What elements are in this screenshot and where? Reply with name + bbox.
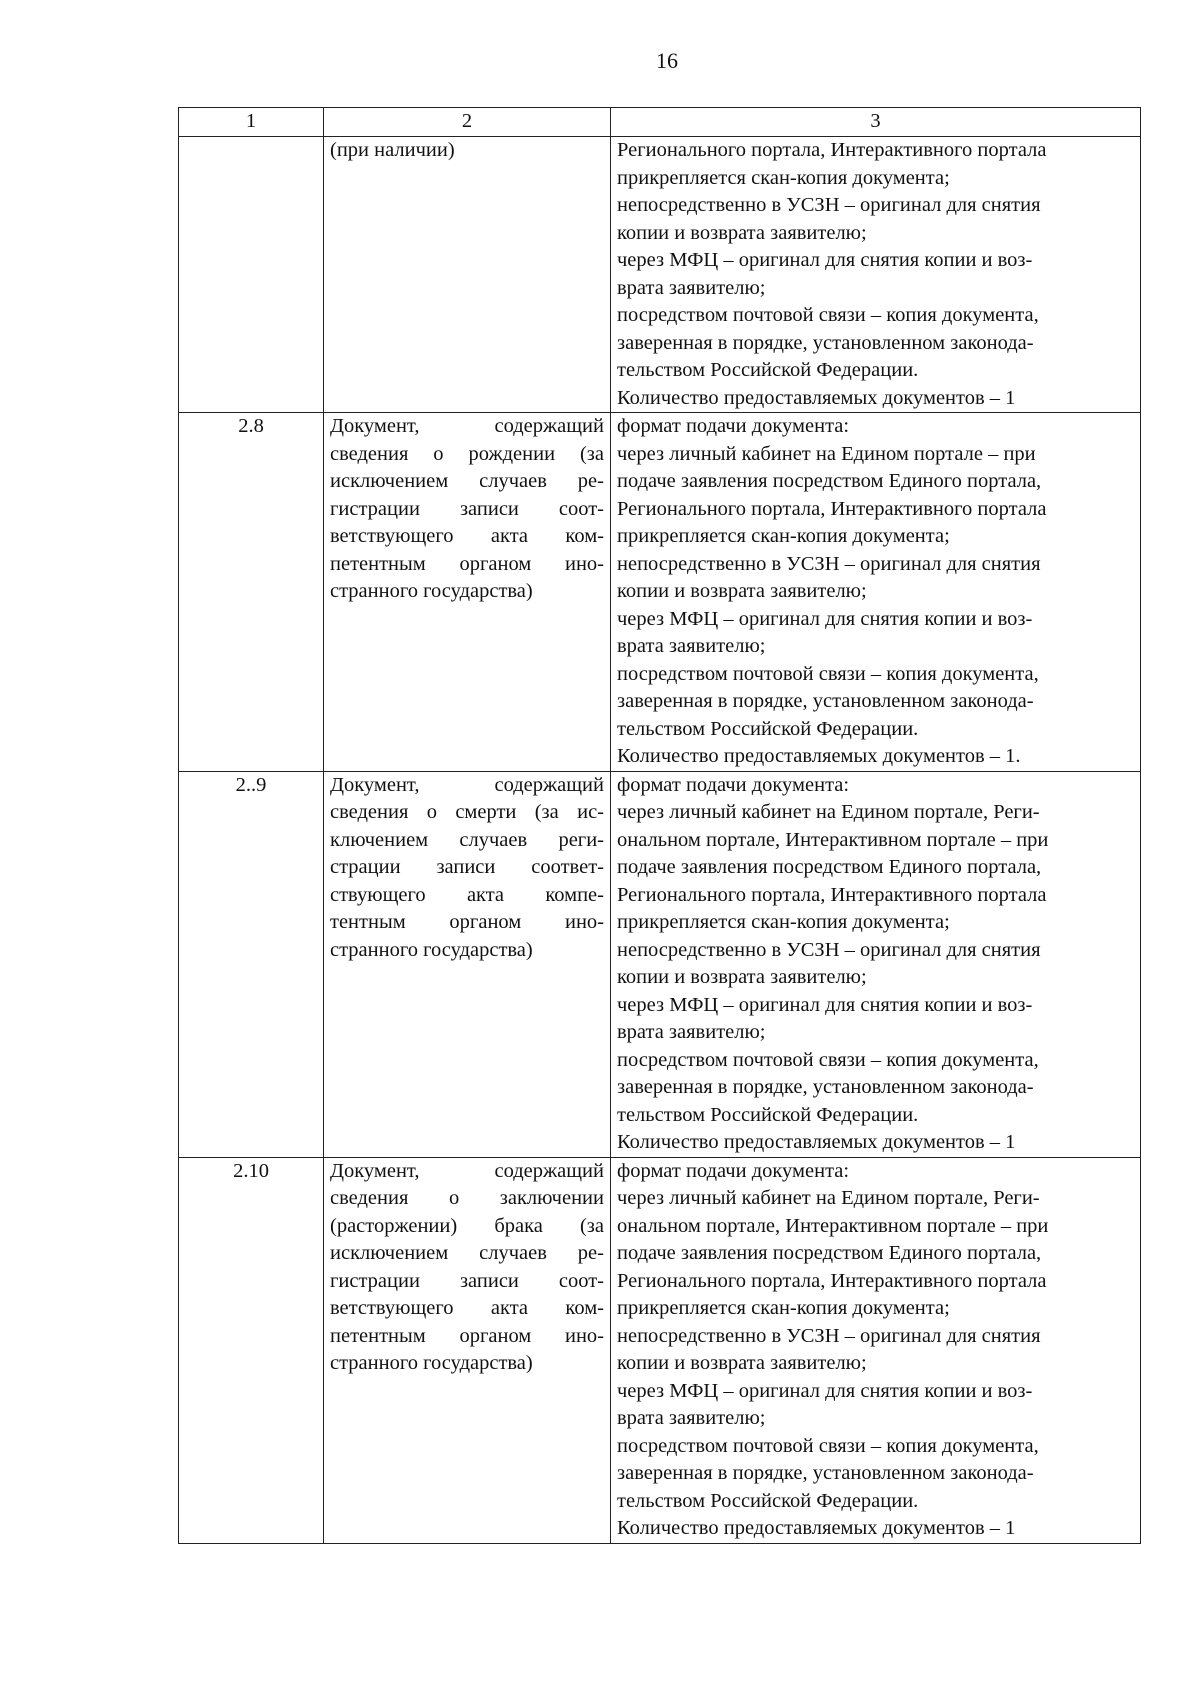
submission-method-line: подаче заявления посредством Единого портала,: [617, 856, 1042, 878]
document-name-line: (при наличии): [330, 139, 455, 161]
submission-method-line: Регионального портала, Интерактивного портала: [617, 497, 1047, 520]
submission-method-line: копии и возврата заявителю;: [617, 1352, 867, 1374]
submission-method-line: через личный кабинет на Едином портале – при: [617, 442, 1036, 465]
submission-method-line: заверенная в порядке, установленном законода-: [617, 690, 1034, 712]
row-number: 2.8: [179, 413, 324, 772]
submission-method-line: врата заявителю;: [617, 1021, 766, 1043]
submission-method-line: непосредственно в УСЗН – оригинал для снятия: [617, 194, 1041, 216]
table-row: [179, 771, 1141, 1157]
submission-method-line: тельством Российской Федерации.: [617, 1103, 919, 1126]
submission-method-line: Регионального портала, Интерактивного портала: [617, 1269, 1047, 1292]
submission-method-line: заверенная в порядке, установленном законода-: [617, 331, 1034, 354]
column-header-3: 3: [611, 108, 1141, 137]
submission-method-line: ональном портале, Интерактивном портале – при: [617, 1214, 1049, 1237]
submission-method-line: посредством почтовой связи – копия документа,: [617, 662, 1039, 685]
submission-method-line: тельством Российской Федерации.: [617, 717, 919, 740]
document-name-line: Документ, содержащий: [330, 415, 604, 437]
submission-method-line: через МФЦ – оригинал для снятия копии и воз-: [617, 607, 1033, 630]
submission-method-line: посредством почтовой связи – копия документа,: [617, 1048, 1039, 1071]
document-name-line: сведения о рождении (за: [330, 442, 604, 465]
table-row: [179, 413, 1141, 772]
document-name-line: странного государства): [330, 938, 533, 961]
document-name-line: исключением случаев ре-: [330, 1242, 604, 1264]
row-number: [179, 137, 324, 413]
document-name-line: сведения о заключении: [330, 1187, 604, 1209]
submission-method-line: через МФЦ – оригинал для снятия копии и воз-: [617, 1379, 1033, 1402]
document-name-line: исключением случаев ре-: [330, 470, 604, 492]
page-number: 16: [656, 48, 678, 73]
document-name-cell: [324, 1157, 611, 1543]
submission-method-cell: [611, 413, 1141, 772]
submission-method-line: врата заявителю;: [617, 276, 766, 299]
submission-method-line: копии и возврата заявителю;: [617, 221, 867, 244]
submission-method-line: прикрепляется скан-копия документа;: [617, 525, 950, 547]
document-name-line: ствующего акта компе-: [330, 883, 604, 906]
documents-table: [178, 107, 1141, 1544]
document-name-cell: [324, 413, 611, 772]
submission-method-line: тельством Российской Федерации.: [617, 359, 919, 381]
submission-method-line: формат подачи документа:: [617, 773, 850, 796]
submission-method-line: непосредственно в УСЗН – оригинал для снятия: [617, 1324, 1041, 1347]
document-name-line: тентным органом ино-: [330, 911, 604, 933]
submission-method-line: Количество предоставляемых документов – 1: [617, 1517, 1016, 1539]
document-name-line: ключением случаев реги-: [330, 828, 604, 851]
submission-method-line: Количество предоставляемых документов – 1: [617, 386, 1016, 409]
submission-method-line: врата заявителю;: [617, 1407, 766, 1429]
document-name-line: гистрации записи соот-: [330, 1269, 604, 1292]
submission-method-line: формат подачи документа:: [617, 1159, 850, 1182]
submission-method-line: Количество предоставляемых документов – 1: [617, 1131, 1016, 1153]
submission-method-line: Регионального портала, Интерактивного портала: [617, 883, 1047, 906]
submission-method-line: через личный кабинет на Едином портале, Реги-: [617, 801, 1040, 823]
table-header-row: [179, 108, 1141, 137]
document-name-line: ветствующего акта ком-: [330, 1297, 604, 1319]
document-name-cell: [324, 137, 611, 413]
submission-method-line: через личный кабинет на Едином портале, Реги-: [617, 1187, 1040, 1209]
submission-method-line: ональном портале, Интерактивном портале – при: [617, 828, 1049, 851]
submission-method-line: непосредственно в УСЗН – оригинал для снятия: [617, 938, 1041, 961]
document-name-line: странного государства): [330, 1352, 533, 1374]
document-name-line: Документ, содержащий: [330, 773, 604, 796]
column-header-2: 2: [324, 108, 611, 137]
submission-method-line: врата заявителю;: [617, 635, 766, 657]
submission-method-line: прикрепляется скан-копия документа;: [617, 166, 950, 189]
submission-method-line: Регионального портала, Интерактивного портала: [617, 139, 1047, 161]
submission-method-line: посредством почтовой связи – копия документа,: [617, 304, 1039, 326]
document-name-line: ветствующего акта ком-: [330, 525, 604, 547]
submission-method-line: прикрепляется скан-копия документа;: [617, 911, 950, 933]
document-name-line: странного государства): [330, 580, 533, 602]
document-name-line: (расторжении) брака (за: [330, 1214, 604, 1237]
submission-method-line: копии и возврата заявителю;: [617, 580, 867, 602]
submission-method-line: через МФЦ – оригинал для снятия копии и воз-: [617, 249, 1033, 271]
submission-method-line: подаче заявления посредством Единого портала,: [617, 1242, 1042, 1264]
submission-method-cell: [611, 1157, 1141, 1543]
column-header-1: 1: [179, 108, 324, 137]
document-name-line: петентным органом ино-: [330, 552, 604, 575]
document-name-line: гистрации записи соот-: [330, 497, 604, 520]
document-name-line: сведения о смерти (за ис-: [330, 801, 604, 823]
document-name-line: страции записи соответ-: [330, 856, 604, 878]
submission-method-line: тельством Российской Федерации.: [617, 1489, 919, 1512]
table-row: [179, 1157, 1141, 1543]
submission-method-cell: [611, 771, 1141, 1157]
table-row: [179, 137, 1141, 413]
submission-method-line: формат подачи документа:: [617, 415, 850, 437]
submission-method-line: непосредственно в УСЗН – оригинал для снятия: [617, 552, 1041, 575]
document-name-line: петентным органом ино-: [330, 1324, 604, 1347]
submission-method-line: копии и возврата заявителю;: [617, 966, 867, 988]
submission-method-line: прикрепляется скан-копия документа;: [617, 1297, 950, 1319]
submission-method-line: заверенная в порядке, установленном законода-: [617, 1462, 1034, 1484]
document-name-cell: [324, 771, 611, 1157]
document-name-line: Документ, содержащий: [330, 1159, 604, 1182]
row-number: 2.10: [179, 1157, 324, 1543]
submission-method-line: через МФЦ – оригинал для снятия копии и воз-: [617, 993, 1033, 1016]
submission-method-line: посредством почтовой связи – копия документа,: [617, 1434, 1039, 1457]
submission-method-line: Количество предоставляемых документов – 1.: [617, 745, 1021, 767]
row-number: 2..9: [179, 771, 324, 1157]
submission-method-line: подаче заявления посредством Единого портала,: [617, 470, 1042, 492]
submission-method-line: заверенная в порядке, установленном законода-: [617, 1076, 1034, 1098]
submission-method-cell: [611, 137, 1141, 413]
